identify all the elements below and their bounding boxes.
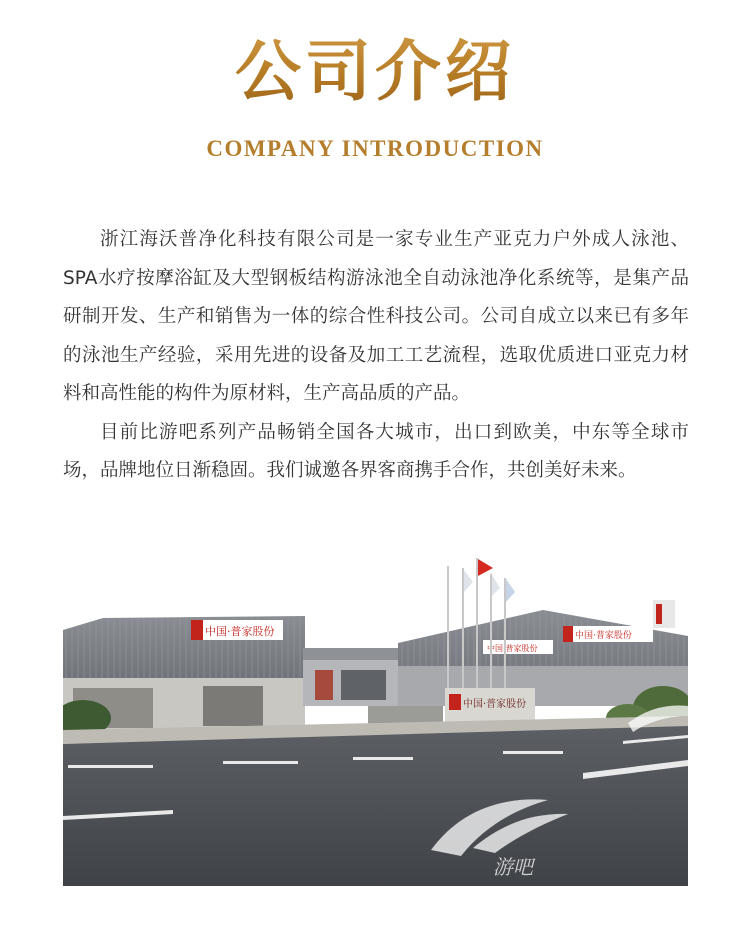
building-sign-right: 中国·普家股份 [575,631,632,641]
middle-building [303,648,398,706]
watermark-text: 游吧 [493,855,533,879]
ground-sign: 中国·普家股份 [463,699,527,710]
intro-paragraph-2: 目前比游吧系列产品畅销全国各大城市，出口到欧美，中东等全球市场，品牌地位日渐稳固。我们诚邀各界客商携手合作，共创美好未来。 [63,421,689,481]
building-sign-left: 中国·普家股份 [205,625,275,638]
page-title: 公司介绍 [0,18,750,113]
road [63,726,688,886]
factory-photo [63,548,688,886]
page-subtitle: COMPANY INTRODUCTION [206,136,544,161]
building-sign-center: 中国·普家股份 [487,644,538,653]
intro-text [63,221,689,491]
intro-paragraph-1: 浙江海沃普净化科技有限公司是一家专业生产亚克力户外成人泳池、SPA水疗按摩浴缸及大型钢板结构游泳池全自动泳池净化系统等，是集产品研制开发、生产和销售为一体的综合性科技公司。公司自成立以来已有多年的泳池生产经验，采用先进的设备及加工工艺流程，选取优质进口亚克力材料和高性能的构件为原材料，生产高品质的产品。 [63,229,689,404]
